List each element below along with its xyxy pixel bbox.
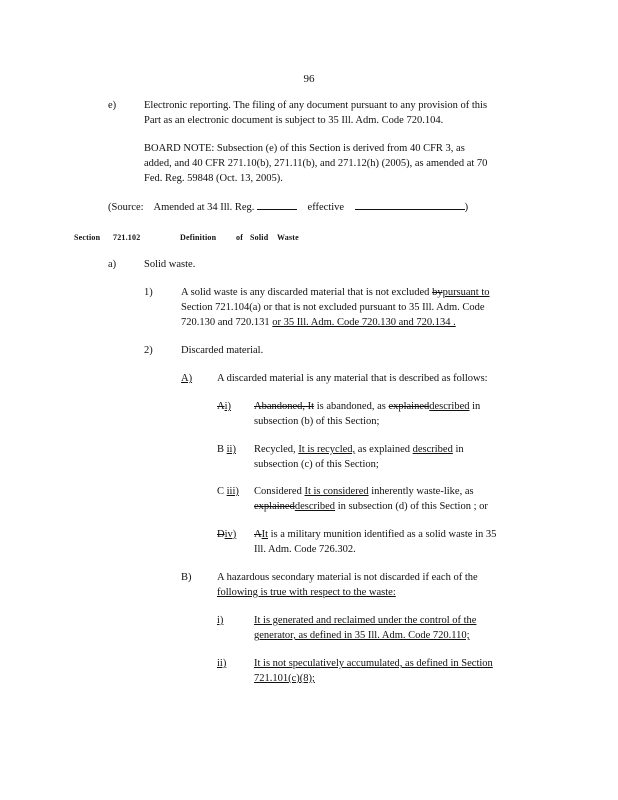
inserted-text: ii): [226, 444, 236, 455]
item-A-label: A): [181, 373, 193, 384]
section-title-definition: Definition: [180, 233, 217, 242]
item-Aii-line1: [254, 442, 544, 457]
deleted-text: explained: [254, 501, 295, 512]
item-Bii-line2: 721.101(c)(8);: [254, 673, 315, 684]
item-Aii-text: [254, 442, 544, 472]
item-Aiii-line1: [254, 484, 544, 499]
item-Aiv-line2: Ill. Adm. Code 726.302.: [254, 544, 356, 555]
item-Aiii-label: [217, 484, 239, 499]
text-run: inherently waste-like, as: [368, 486, 474, 497]
text-run: is a military munition identified as a solid waste in 35: [268, 529, 497, 540]
item-a1-line3: [181, 315, 541, 330]
text-run: 720.130 and 720.131: [181, 317, 273, 328]
inserted-text: described: [412, 444, 453, 455]
section-title-solid: Solid: [250, 233, 269, 242]
item-Aiv-text: [254, 527, 544, 557]
effective-date-blank: [355, 199, 465, 210]
text-run: Considered: [254, 486, 305, 497]
item-e-text: [144, 98, 544, 128]
deleted-text: by: [432, 287, 443, 298]
item-Ai-text: [254, 399, 544, 429]
item-a1-text: [181, 285, 541, 330]
item-a-label: a): [108, 259, 117, 270]
deleted-text: A: [217, 401, 225, 412]
inserted-text: described: [429, 401, 470, 412]
board-note-line2: added, and 40 CFR 271.10(b), 271.11(b), and 271.12(h) (2005), as amended at 70: [144, 158, 488, 169]
item-Bi-text: [254, 613, 544, 643]
text-run: as explained: [355, 444, 413, 455]
item-Bii-text: [254, 656, 544, 686]
item-e-line2: Part as an electronic document is subject to 35 Ill. Adm. Code 720.104.: [144, 115, 444, 126]
item-Aiv-line1: [254, 527, 544, 542]
deleted-text: D: [217, 529, 225, 540]
text-run: Recycled,: [254, 444, 299, 455]
item-Bii-label: ii): [217, 658, 227, 669]
item-Aii-label: [217, 442, 236, 457]
item-Ai-line2: subsection (b) of this Section;: [254, 416, 380, 427]
item-a1-line1: [181, 285, 541, 300]
inserted-text: described: [294, 501, 336, 512]
item-a1-label: 1): [144, 287, 153, 298]
source-effective: effective: [307, 202, 345, 213]
item-A-text: A discarded material is any material that is described as follows:: [217, 373, 488, 384]
text-run: A solid waste is any discarded material that is not excluded: [181, 287, 433, 298]
text-run: B: [217, 444, 227, 455]
page-number: 96: [303, 73, 315, 85]
item-Aiv-label: [217, 527, 236, 542]
section-title-of: of: [236, 233, 244, 242]
item-e-line1: Electronic reporting. The filing of any document pursuant to any provision of this: [144, 100, 488, 111]
text-run: is abandoned, as: [314, 401, 389, 412]
item-Bi-line1: It is generated and reclaimed under the control of the: [254, 615, 477, 626]
inserted-text: i): [224, 401, 232, 412]
board-note-line3: Fed. Reg. 59848 (Oct. 13, 2005).: [144, 173, 283, 184]
text-run: in: [469, 401, 481, 412]
item-a1-line2: Section 721.104(a) or that is not excluded pursuant to 35 Ill. Adm. Code: [181, 302, 485, 313]
inserted-text: pursuant to: [442, 287, 490, 298]
source-line: [108, 199, 508, 215]
item-Bii-line1: It is not speculatively accumulated, as defined in Section: [254, 658, 493, 669]
inserted-text: or 35 Ill. Adm. Code 720.130 and 720.134 .: [272, 317, 456, 328]
source-amended: Amended at 34 Ill. Reg.: [153, 202, 255, 213]
board-note-line1: BOARD NOTE: Subsection (e) of this Section is derived from 40 CFR 3, as: [144, 143, 465, 154]
board-note: [144, 141, 544, 186]
deleted-text: Abandoned, It: [254, 401, 315, 412]
inserted-text: iv): [224, 529, 237, 540]
inserted-text: It is considered: [304, 486, 369, 497]
item-a2-text: Discarded material.: [181, 345, 264, 356]
section-word: Section: [74, 233, 101, 242]
item-Bi-label: i): [217, 615, 224, 626]
item-Bi-line2: generator, as defined in 35 Ill. Adm. Code 720.110;: [254, 630, 470, 641]
inserted-text: It is recycled,: [298, 444, 356, 455]
item-Aii-line2: subsection (c) of this Section;: [254, 459, 379, 470]
deleted-text: explained: [388, 401, 430, 412]
item-Aiii-line2: [254, 499, 544, 514]
inserted-text: iii): [226, 486, 239, 497]
item-Ai-line1: [254, 399, 544, 414]
item-B-label: B): [181, 572, 192, 583]
item-B-line1: A hazardous secondary material is not discarded if each of the: [217, 572, 478, 583]
reg-blank: [257, 199, 297, 210]
section-number: 721.102: [113, 233, 141, 242]
item-e-label: e): [108, 100, 117, 111]
deleted-text: A: [254, 529, 262, 540]
source-close: ): [464, 202, 469, 213]
item-Ai-label: [217, 399, 231, 414]
text-run: C: [217, 486, 227, 497]
item-a2-label: 2): [144, 345, 153, 356]
text-run: in subsection (d) of this Section ; or: [335, 501, 488, 512]
item-Aiii-text: [254, 484, 544, 514]
item-a-text: Solid waste.: [144, 259, 196, 270]
inserted-text: It: [261, 529, 269, 540]
item-B-text: [217, 570, 547, 600]
section-title-waste: Waste: [277, 233, 299, 242]
item-B-line2: following is true with respect to the waste:: [217, 587, 396, 598]
text-run: in: [452, 444, 464, 455]
source-prefix: (Source:: [108, 202, 144, 213]
